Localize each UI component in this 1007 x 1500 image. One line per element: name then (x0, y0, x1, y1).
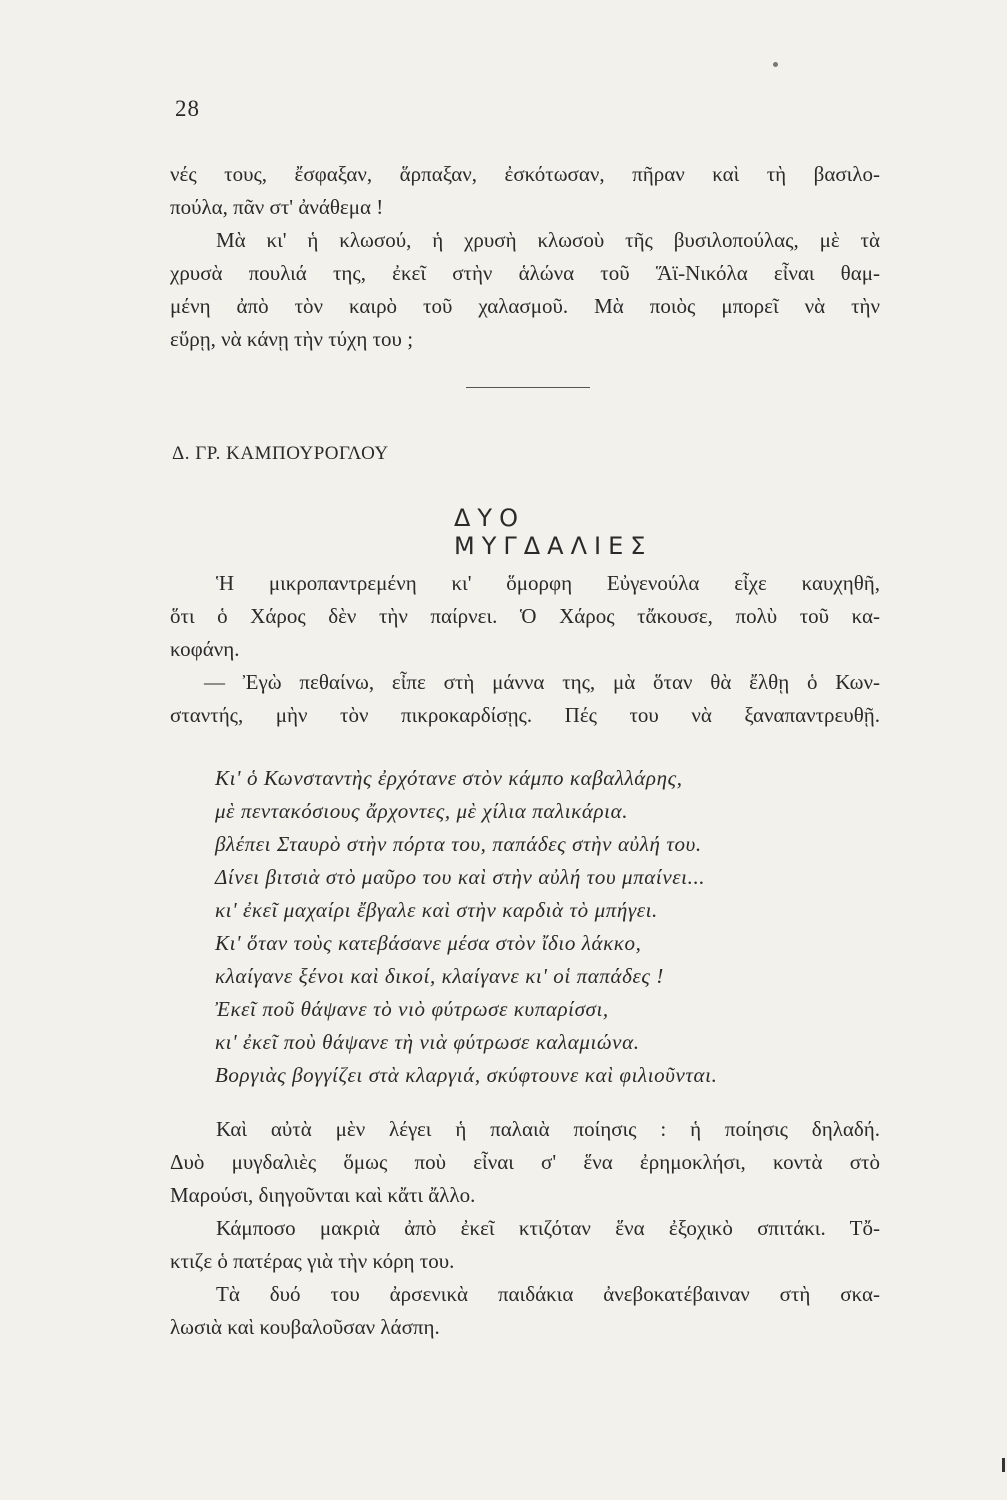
poem-line: Ἐκεῖ ποῦ θάψανε τὸ νιὸ φύτρωσε κυπαρίσσι, (215, 997, 609, 1021)
text-line: μένη ἀπὸ τὸν καιρὸ τοῦ χαλασμοῦ. Μὰ ποιὸς μπορεῖ νὰ τὴν (170, 294, 880, 318)
folk-poem (215, 762, 880, 1092)
text-line: λωσιὰ καὶ κουβαλοῦσαν λάσπη. (170, 1315, 440, 1339)
text-line: πούλα, πᾶν στ' ἀνάθεμα ! (170, 195, 384, 219)
text-line: σταντής, μὴν τὸν πικροκαρδίσῃς. Πές του νὰ ξαναπαντρευθῇ. (170, 703, 880, 727)
speck-mark (773, 62, 778, 67)
poem-line: κι' ἐκεῖ μαχαίρι ἔβγαλε καὶ στὴν καρδιὰ τὸ μπήγει. (215, 898, 658, 922)
poem-line: Βοργιὰς βογγίζει στὰ κλαργιά, σκύφτουνε καὶ φιλιοῦνται. (215, 1063, 718, 1087)
text-line: Δυὸ μυγδαλιὲς ὅμως ποὺ εἶναι σ' ἕνα ἐρημοκλήσι, κοντὰ στὸ (170, 1150, 880, 1174)
text-line: Κάμποσο μακριὰ ἀπὸ ἐκεῖ κτιζόταν ἕνα ἐξοχικὸ σπιτάκι. Τὄ- (216, 1216, 880, 1240)
text-line: Μὰ κι' ἡ κλωσού, ἡ χρυσὴ κλωσοὺ τῆς βυσιλοπούλας, μὲ τὰ (216, 228, 880, 252)
text-line: Μαρούσι, διηγοῦνται καὶ κἄτι ἄλλο. (170, 1183, 476, 1207)
text-line: χρυσὰ πουλιά της, ἐκεῖ στὴν ἁλώνα τοῦ Ἅϊ-Νικόλα εἶναι θαμ- (170, 261, 880, 285)
text-line: εὕρῃ, νὰ κάνῃ τὴν τύχη του ; (170, 327, 414, 351)
poem-line: Δίνει βιτσιὰ στὸ μαῦρο του καὶ στὴν αὐλή του μπαίνει... (215, 865, 706, 889)
story-title: ΔΥΟ ΜΥΓΔΑΛΙΕΣ (454, 504, 653, 560)
page-number: 28 (175, 96, 200, 121)
poem-line: κι' ἐκεῖ ποὺ θάψανε τὴ νιὰ φύτρωσε καλαμιώνα. (215, 1030, 640, 1054)
text-line: Τὰ δυό του ἀρσενικὰ παιδάκια ἀνεβοκατέβαιναν στὴ σκα- (216, 1282, 880, 1306)
text-line: νές τους, ἔσφαξαν, ἅρπαξαν, ἐσκότωσαν, πῆραν καὶ τὴ βασιλο- (170, 162, 880, 186)
text-line: — Ἐγὼ πεθαίνω, εἶπε στὴ μάννα της, μὰ ὅταν θὰ ἔλθῃ ὁ Κων- (204, 670, 880, 694)
text-line: κοφάνη. (170, 637, 240, 661)
section-divider (466, 387, 590, 388)
poem-line: μὲ πεντακόσιους ἄρχοντες, μὲ χίλια παλικάρια. (215, 799, 629, 823)
poem-line: Κι' ὅταν τοὺς κατεβάσανε μέσα στὸν ἴδιο λάκκο, (215, 931, 642, 955)
text-line: Ἡ μικροπαντρεμένη κι' ὅμορφη Εὐγενούλα εἶχε καυχηθῆ, (216, 571, 880, 595)
text-line: Καὶ αὐτὰ μὲν λέγει ἡ παλαιὰ ποίησις : ἡ ποίησις δηλαδή. (216, 1117, 880, 1141)
edge-mark (1002, 1458, 1005, 1472)
text-line: κτιζε ὁ πατέρας γιὰ τὴν κόρη του. (170, 1249, 455, 1273)
author-name: Δ. ΓΡ. ΚΑΜΠΟΥΡΟΓΛΟΥ (172, 443, 389, 464)
poem-line: κλαίγανε ξένοι καὶ δικοί, κλαίγανε κι' οἱ παπάδες ! (215, 964, 664, 988)
poem-line: βλέπει Σταυρὸ στὴν πόρτα του, παπάδες στὴν αὐλή του. (215, 832, 702, 856)
closing-paragraph (170, 1113, 880, 1344)
poem-line: Κι' ὁ Κωνσταντὴς ἐρχότανε στὸν κάμπο καβαλλάρης, (215, 766, 683, 790)
intro-paragraph (170, 158, 880, 356)
opening-paragraph (170, 567, 880, 732)
text-line: ὅτι ὁ Χάρος δὲν τὴν παίρνει. Ὁ Χάρος τἄκουσε, πολὺ τοῦ κα- (170, 604, 880, 628)
